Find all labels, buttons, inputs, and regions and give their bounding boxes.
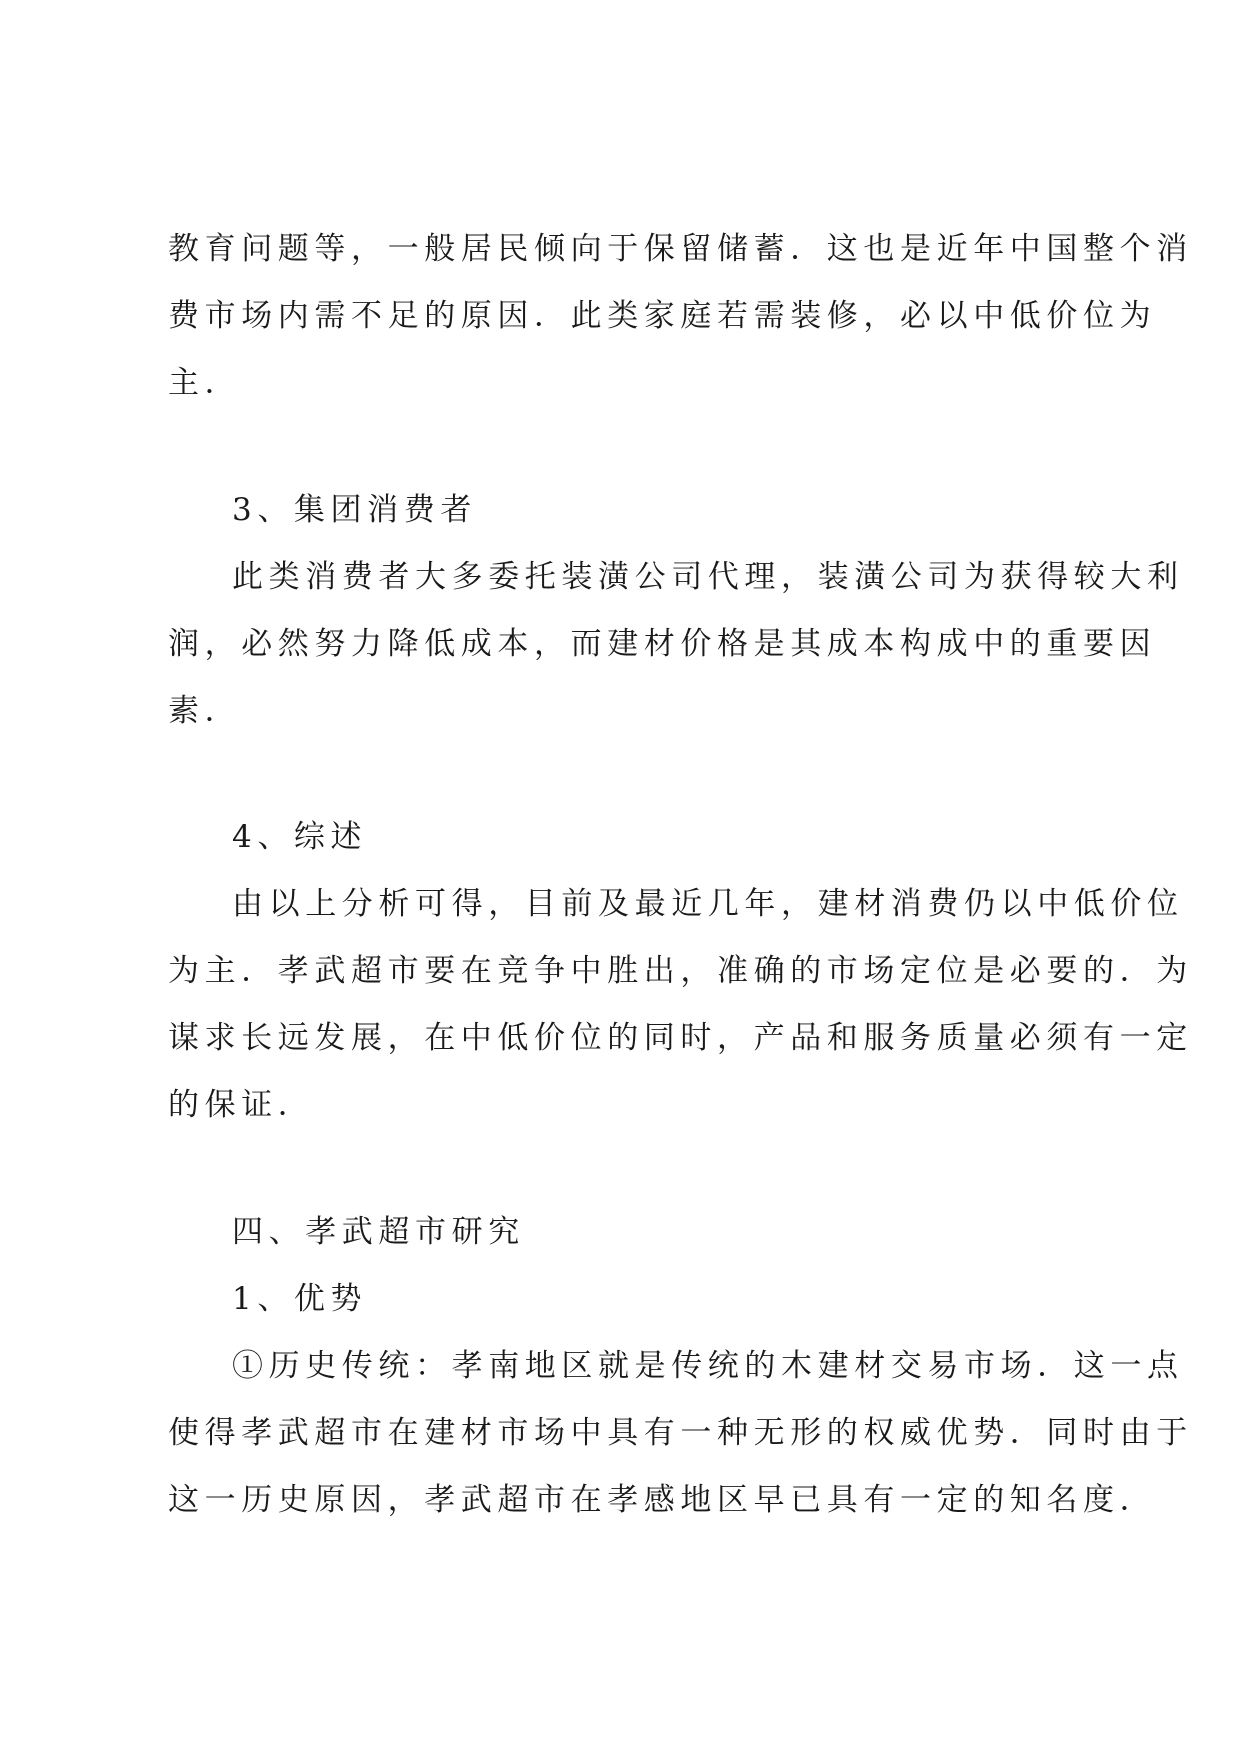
section-heading: 1、优势 (232, 1281, 368, 1317)
body-text-line: 为主．孝武超市要在竞争中胜出，准确的市场定位是必要的．为 (168, 953, 1193, 989)
body-text-line: 素． (168, 693, 242, 729)
body-text-line: 这一历史原因，孝武超市在孝感地区早已具有一定的知名度． (168, 1482, 1157, 1518)
body-text-line: 费市场内需不足的原因．此类家庭若需装修，必以中低价位为 (168, 298, 1157, 334)
body-text-line: 主． (168, 365, 242, 401)
body-text-line: 使得孝武超市在建材市场中具有一种无形的权威优势．同时由于 (168, 1415, 1193, 1451)
body-text-line: 此类消费者大多委托装潢公司代理，装潢公司为获得较大利 (232, 559, 1184, 595)
body-text-line: 谋求长远发展，在中低价位的同时，产品和服务质量必须有一定 (168, 1020, 1193, 1056)
body-text-line: 润，必然努力降低成本，而建材价格是其成本构成中的重要因 (168, 626, 1157, 662)
chapter-heading: 四、孝武超市研究 (232, 1214, 525, 1250)
section-heading: 4、综述 (232, 819, 368, 855)
body-text-line: 的保证． (168, 1087, 315, 1123)
section-heading: 3、集团消费者 (232, 492, 477, 528)
body-text-line: 教育问题等，一般居民倾向于保留储蓄．这也是近年中国整个消 (168, 231, 1193, 267)
body-text-line: ①历史传统：孝南地区就是传统的木建材交易市场．这一点 (232, 1348, 1184, 1384)
body-text-line: 由以上分析可得，目前及最近几年，建材消费仍以中低价位 (232, 886, 1184, 922)
